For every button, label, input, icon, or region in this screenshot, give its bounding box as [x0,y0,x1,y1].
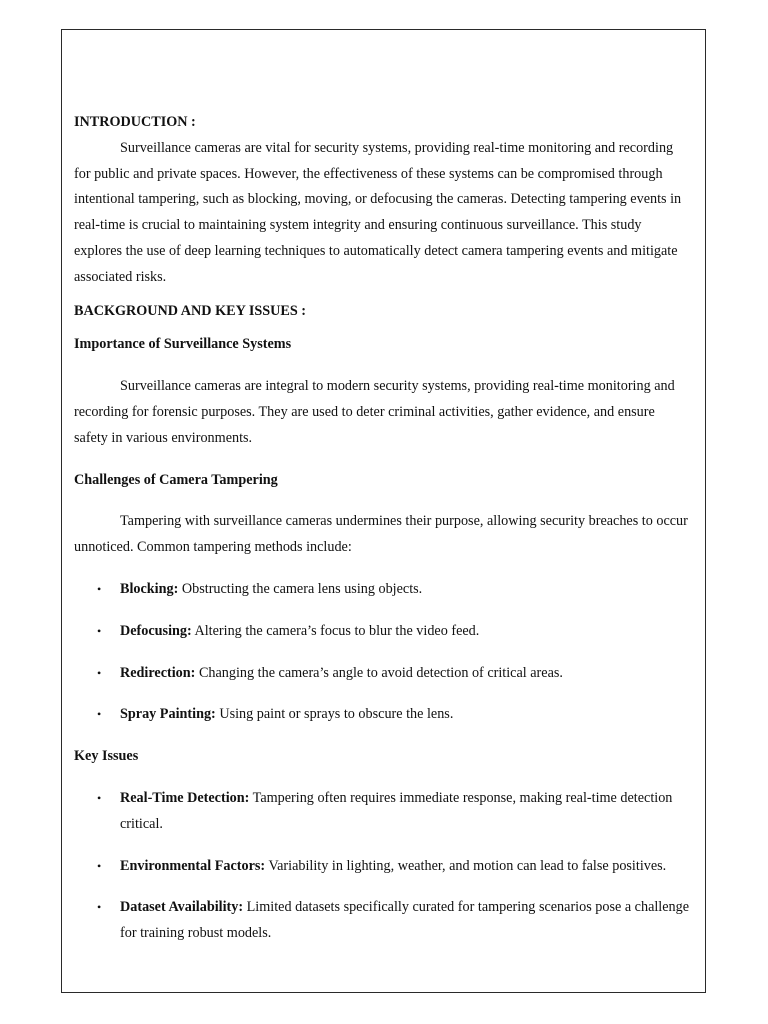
list-item-term: Defocusing: [120,622,192,639]
document-body [74,110,692,963]
list-item-term: Spray Painting: [120,706,216,723]
bullet-icon: • [97,665,102,680]
list-item-term: Real-Time Detection: [120,789,250,806]
bullet-icon: • [97,790,102,805]
list-item [74,577,692,603]
list-item-text: Using paint or sprays to obscure the lens. [215,706,454,723]
background-heading: BACKGROUND AND KEY ISSUES : [74,302,307,319]
list-item-text: Tampering often requires immediate response, making real-time detection critical. [120,789,673,832]
importance-paragraph: Surveillance cameras are integral to modern security systems, providing real-time monitoring and recording for forensic purposes. They are used to deter criminal activities, gather evidence, and ensure safety in various environments. [74,378,675,446]
introduction-heading: INTRODUCTION : [74,114,196,130]
bullet-icon: • [97,858,102,873]
list-item-term: Dataset Availability: [120,899,244,916]
importance-subheading: Importance of Surveillance Systems [74,336,292,353]
list-item [74,702,692,728]
list-item [74,661,692,687]
introduction-paragraph: Surveillance cameras are vital for security systems, providing real-time monitoring and recording for public and private spaces. However, the effectiveness of these systems can be compromised through intentional tampering, such as blocking, moving, or defocusing the cameras. Detecting tampering events in real-time is crucial to maintaining system integrity and ensuring continuous surveillance. This study explores the use of deep learning techniques to automatically detect camera tampering events and mitigate associated risks. [74,139,682,285]
list-item-text: Limited datasets specifically curated for tampering scenarios pose a challenge for training robust models. [120,899,690,942]
list-item-text: Obstructing the camera lens using objects. [178,580,423,597]
key-issues-subheading: Key Issues [74,748,139,765]
list-item-text: Changing the camera’s angle to avoid detection of critical areas. [195,664,563,681]
bullet-icon: • [97,623,102,638]
bullet-icon: • [97,581,102,596]
key-issues-list [74,786,692,947]
list-item-term: Environmental Factors: [120,857,266,874]
list-item [74,786,692,838]
bullet-icon: • [97,707,102,722]
list-item [74,619,692,645]
list-item-text: Variability in lighting, weather, and motion can lead to false positives. [265,857,667,874]
list-item [74,854,692,880]
list-item [74,895,692,947]
list-item-text: Altering the camera’s focus to blur the video feed. [191,622,480,639]
list-item-term: Blocking: [120,580,179,597]
list-item-term: Redirection: [120,664,196,681]
challenges-paragraph: Tampering with surveillance cameras undermines their purpose, allowing security breaches to occur unnoticed. Common tampering methods include: [74,513,688,556]
challenges-subheading: Challenges of Camera Tampering [74,471,278,488]
tampering-methods-list [74,577,692,728]
bullet-icon: • [97,900,102,915]
